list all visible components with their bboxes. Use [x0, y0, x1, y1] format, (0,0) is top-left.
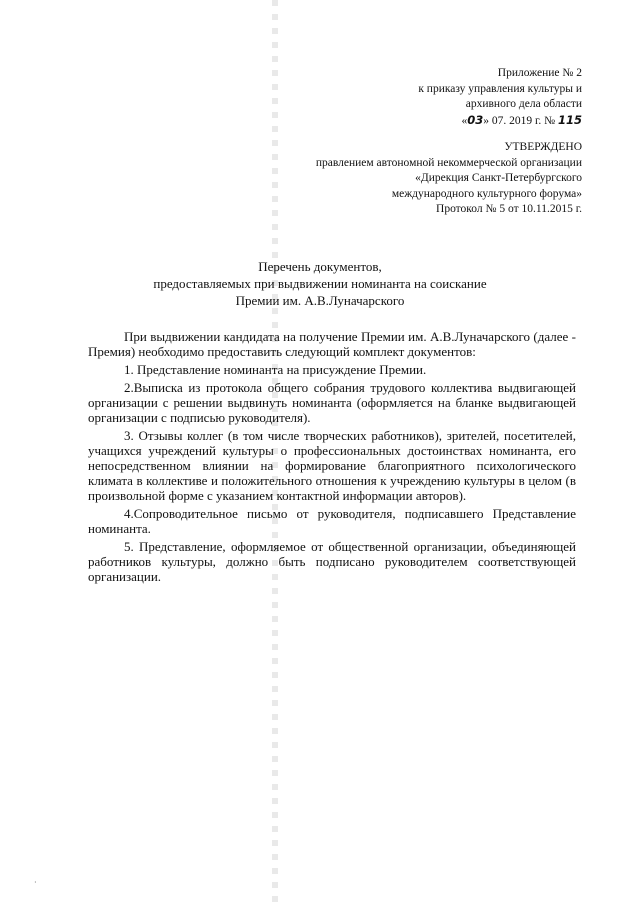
appendix-date-line	[418, 113, 582, 130]
title-line-1: Перечень документов,	[258, 259, 382, 274]
title-line-3: Премии им. А.В.Луначарского	[235, 293, 405, 308]
date-prefix: «	[461, 114, 468, 127]
appendix-line-3: архивного дела области	[465, 98, 582, 110]
approved-heading: УТВЕРЖДЕНО	[504, 141, 582, 153]
title-line-2: предоставляемых при выдвижении номинанта на соискание	[153, 276, 487, 291]
list-item-1: 1. Представление номинанта на присуждение Премии.	[124, 362, 427, 377]
document-body	[88, 329, 576, 584]
approved-line-3: международного культурного форума»	[391, 187, 582, 200]
date-suffix: » 07. 2019 г. №	[483, 114, 556, 127]
intro-paragraph: При выдвижении кандидата на получение Премии им. А.В.Луначарского (далее - Премия) необходимо предоставить следующий комплект документов:	[88, 329, 576, 359]
document-title	[0, 258, 640, 309]
approval-block	[316, 140, 582, 218]
handwritten-day: 03	[467, 112, 484, 127]
appendix-line-1: Приложение № 2	[497, 67, 582, 79]
list-item-3: 3. Отзывы коллег (в том числе творческих работников), зрителей, посетителей, учащихся учреждений культуры о профессиональных достоинствах номинанта, его непосредственном влиянии на формирование благоприятного психологического климата в коллективе и положительного отношения к учреждению культуры в целом (в произвольной форме с указанием контактной информации авторов).	[88, 428, 576, 503]
approved-line-4: Протокол № 5 от 10.11.2015 г.	[436, 203, 582, 215]
appendix-header	[418, 66, 582, 129]
scan-speck: ·	[34, 878, 37, 887]
appendix-line-2: к приказу управления культуры и	[418, 82, 582, 95]
list-item-4: 4.Сопроводительное письмо от руководителя, подписавшего Представление номинанта.	[88, 506, 576, 536]
list-item-5: 5. Представление, оформляемое от общественной организации, объединяющей работников культуры, должно быть подписано руководителем соответствующей организации.	[88, 539, 576, 584]
approved-line-1: правлением автономной некоммерческой организации	[315, 156, 582, 169]
list-item-2: 2.Выписка из протокола общего собрания трудового коллектива выдвигающей организации с решении выдвинуть номинанта (оформляется на бланке выдвигающей организации с подписью руководителя).	[88, 380, 576, 425]
handwritten-number: 115	[557, 112, 582, 127]
approved-line-2: «Дирекция Санкт-Петербургского	[415, 172, 582, 184]
